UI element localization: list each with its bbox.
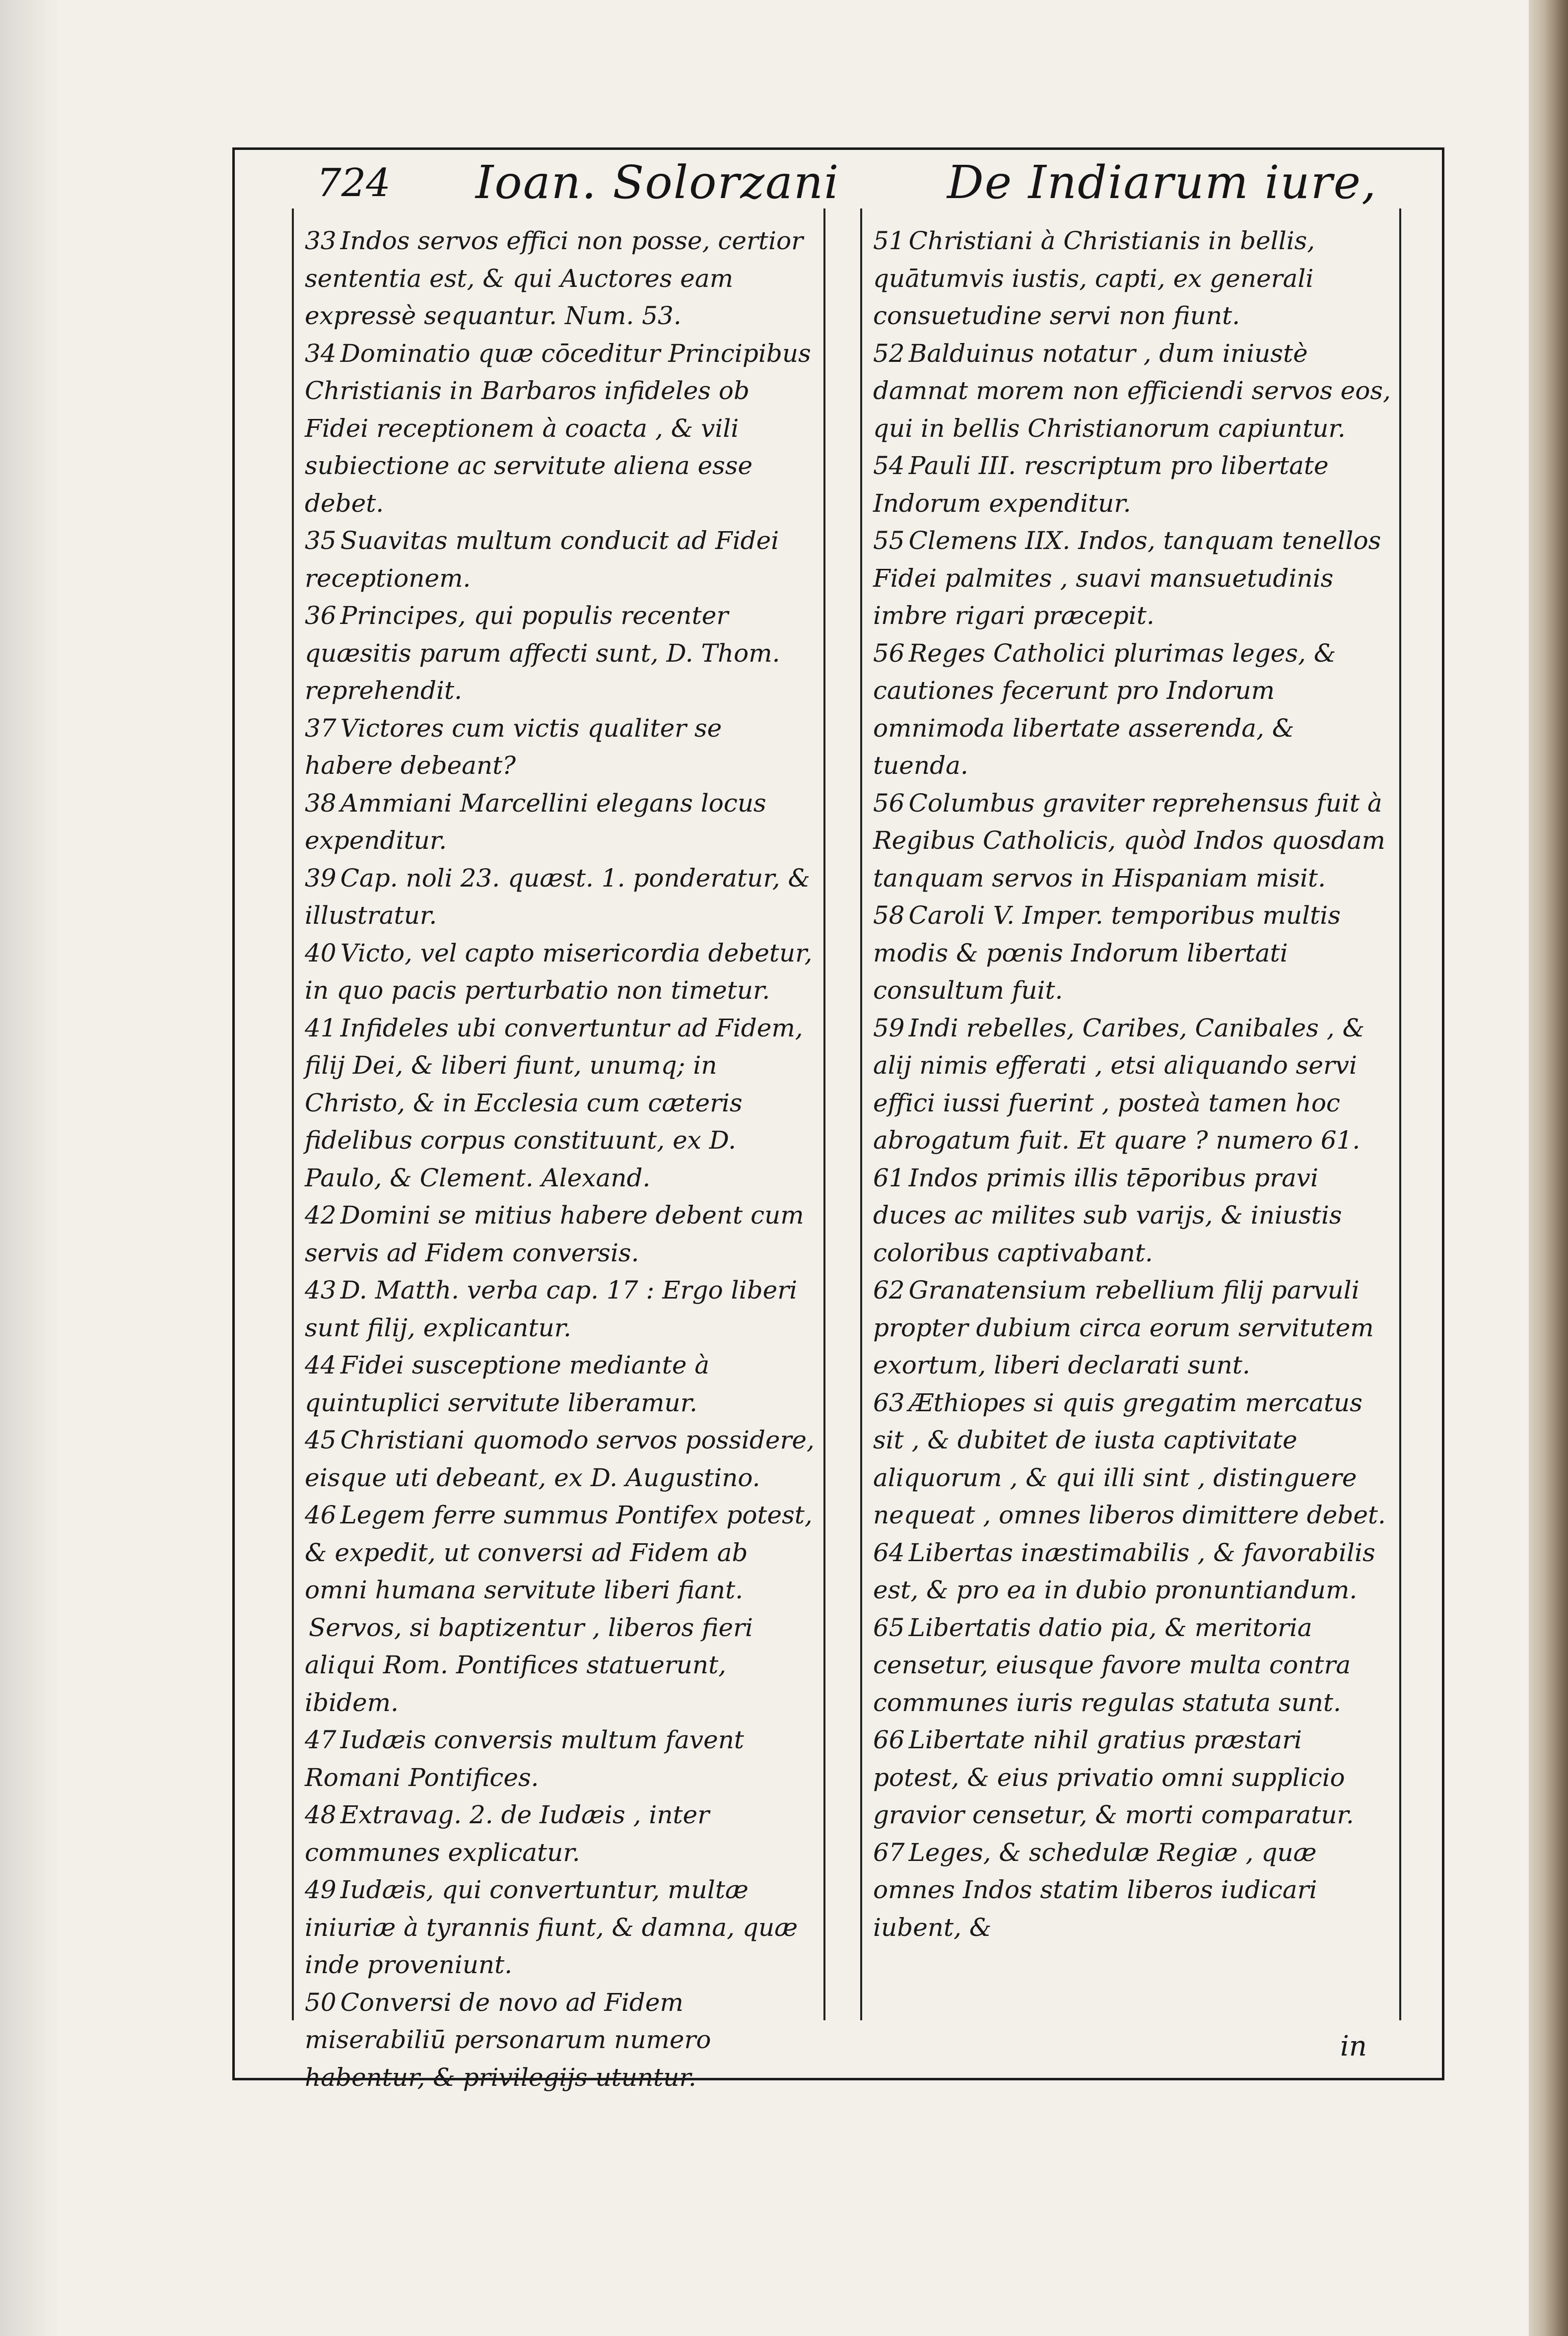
entry-text: Pauli III. rescriptum pro libertate Indorum expenditur. (873, 451, 1329, 518)
index-entry (873, 635, 1391, 785)
entry-text: Victo, vel capto misericordia debetur, in quo pacis perturbatio non timetur. (305, 938, 813, 1005)
entry-number: 64 (873, 1538, 905, 1567)
index-entry (873, 522, 1391, 635)
index-entry (305, 597, 816, 710)
index-entry (305, 1347, 816, 1422)
index-entry (305, 935, 816, 1010)
entry-text: Clemens IIX. Indos, tanquam tenellos Fidei palmites , suavi mansuetudinis imbre rigari præcepit. (873, 526, 1381, 630)
entry-text: Conversi de novo ad Fidem miserabiliū personarum numero habentur, & privilegijs utuntur. (305, 1988, 711, 2092)
entry-text: Libertas inæstimabilis , & favorabilis est, & pro ea in dubio pronuntiandum. (873, 1538, 1375, 1604)
index-entry (873, 335, 1391, 448)
entry-text: Infideles ubi convertuntur ad Fidem, filij Dei, & liberi fiunt, unumq; in Christo, & in Ecclesia cum cæteris fidelibus corpus constituunt, ex D. Paulo, & Clement. Alexand. (305, 1013, 803, 1192)
index-entry (873, 897, 1391, 1010)
entry-number: 58 (873, 901, 905, 930)
catchword: in (1340, 2030, 1367, 2062)
entry-text: D. Matth. verba cap. 17 : Ergo liberi sunt filij, explicantur. (305, 1276, 798, 1342)
entry-number: 49 (305, 1875, 337, 1904)
entry-number: 34 (305, 339, 337, 368)
index-entry (873, 1160, 1391, 1272)
index-entry (305, 222, 816, 335)
entry-text: Libertate nihil gratius præstari potest, & eius privatio omni supplicio gravior censetur, & morti comparatur. (873, 1725, 1354, 1829)
entry-number: 56 (873, 788, 905, 818)
entry-text: Dominatio quæ cōceditur Principibus Christianis in Barbaros infideles ob Fidei receptionem à coacta , & vili subiectione ac servitute aliena esse debet. (305, 339, 811, 518)
entry-number: 40 (305, 938, 337, 967)
entry-number: 56 (873, 638, 905, 668)
entry-number: 44 (305, 1351, 337, 1379)
index-entry (305, 1871, 816, 1984)
index-entry (305, 1422, 816, 1497)
entry-number: 62 (873, 1276, 905, 1305)
index-entry (873, 1384, 1391, 1534)
entry-text: Indos primis illis tēporibus pravi duces ac milites sub varijs, & iniustis coloribus captivabant. (873, 1163, 1342, 1267)
entry-text: Legem ferre summus Pontifex potest, & expedit, ut conversi ad Fidem ab omni humana servitute liberi fiant. (305, 1501, 813, 1604)
left-column (292, 208, 825, 2092)
entry-number: 65 (873, 1613, 905, 1642)
entry-text: Extravag. 2. de Iudæis , inter communes explicatur. (305, 1800, 710, 1867)
entry-text: Libertatis datio pia, & meritoria censetur, eiusque favore multa contra communes iuris regulas statuta sunt. (873, 1613, 1351, 1717)
index-entry (873, 447, 1391, 522)
index-entry (873, 1534, 1391, 1609)
running-title: De Indiarum iure, (947, 156, 1377, 209)
entry-number: 41 (305, 1013, 337, 1042)
index-entry (873, 1834, 1391, 1947)
entry-text: Iudæis, qui convertuntur, multæ iniuriæ à tyrannis fiunt, & damna, quæ inde proveniunt. (305, 1875, 798, 1979)
entry-number: 52 (873, 339, 905, 368)
entry-text: Ammiani Marcellini elegans locus expenditur. (305, 788, 766, 855)
index-entry (305, 1010, 816, 1197)
page-number: 724 (317, 161, 391, 206)
gutter-shadow (0, 0, 60, 2336)
entry-number: 66 (873, 1725, 905, 1754)
entry-number: 55 (873, 526, 905, 555)
entry-number: 50 (305, 1988, 337, 2017)
entry-number: 54 (873, 451, 905, 480)
index-entry (873, 1609, 1391, 1722)
entry-text: Christiani à Christianis in bellis, quātumvis iustis, capti, ex generali consuetudine servi non fiunt. (873, 226, 1315, 330)
entry-number: 61 (873, 1163, 905, 1192)
entry-number: 39 (305, 863, 337, 893)
entry-number: 46 (305, 1501, 337, 1529)
entry-text: Indi rebelles, Caribes, Canibales , & alij nimis efferati , etsi aliquando servi effici iussi fuerint , posteà tamen hoc abrogatum fuit. Et quare ? numero 61. (873, 1013, 1365, 1155)
entry-text: Balduinus notatur , dum iniustè damnat morem non efficiendi servos eos, qui in bellis Christianorum capiuntur. (873, 339, 1391, 443)
entry-text: Columbus graviter reprehensus fuit à Regibus Catholicis, quòd Indos quosdam tanquam servos in Hispaniam misit. (873, 788, 1385, 893)
entry-text: Caroli V. Imper. temporibus multis modis & pœnis Indorum libertati consultum fuit. (873, 901, 1341, 1005)
index-entry (305, 1197, 816, 1272)
entry-number: 63 (873, 1388, 905, 1417)
entry-number: 36 (305, 601, 337, 630)
index-entry (873, 222, 1391, 335)
entry-number: 38 (305, 788, 337, 818)
index-entry (305, 1272, 816, 1347)
entry-text: Granatensium rebellium filij parvuli propter dubium circa eorum servitutem exortum, liberi declarati sunt. (873, 1276, 1374, 1379)
entry-number: 51 (873, 226, 905, 255)
entry-text: Principes, qui populis recenter quæsitis parum affecti sunt, D. Thom. reprehendit. (305, 601, 780, 705)
entry-number: 35 (305, 526, 337, 555)
entry-text: Servos, si baptizentur , liberos fieri aliqui Rom. Pontifices statuerunt, ibidem. (305, 1613, 753, 1717)
entry-text: Suavitas multum conducit ad Fidei receptionem. (305, 526, 779, 593)
entry-text: Iudæis conversis multum favent Romani Pontifices. (305, 1725, 745, 1792)
index-entry (873, 1010, 1391, 1160)
entry-number: 42 (305, 1201, 337, 1230)
entry-text: Victores cum victis qualiter se habere debeant? (305, 713, 722, 780)
page-edge (1529, 0, 1568, 2336)
entry-number: 47 (305, 1725, 337, 1754)
index-entry (873, 785, 1391, 897)
index-entry (305, 1497, 816, 1609)
entry-text: Christiani quomodo servos possidere, eisque uti debeant, ex D. Augustino. (305, 1426, 815, 1492)
entry-text: Domini se mitius habere debent cum servis ad Fidem conversis. (305, 1201, 804, 1267)
index-entry (305, 710, 816, 785)
entry-text: Leges, & schedulæ Regiæ , quæ omnes Indos statim liberos iudicari iubent, & (873, 1838, 1317, 1942)
running-header (242, 156, 1433, 209)
entry-number: 48 (305, 1800, 337, 1829)
running-author: Ioan. Solorzani (476, 156, 840, 209)
index-entry (305, 1984, 816, 2097)
index-entry (305, 522, 816, 597)
entry-number: 45 (305, 1426, 337, 1454)
index-entry (305, 335, 816, 523)
entry-number: 59 (873, 1013, 905, 1042)
right-column (860, 208, 1401, 2020)
entry-text: Æthiopes si quis gregatim mercatus sit , & dubitet de iusta captivitate aliquorum , & qui illi sint , distinguere nequeat , omnes liberos dimittere debet. (873, 1388, 1386, 1529)
entry-text: Reges Catholici plurimas leges, & cautiones fecerunt pro Indorum omnimoda libertate asserenda, & tuenda. (873, 638, 1336, 780)
index-entry (305, 1796, 816, 1871)
index-entry (873, 1721, 1391, 1834)
index-entry (305, 785, 816, 860)
entry-number: 43 (305, 1276, 337, 1305)
entry-number: 37 (305, 713, 337, 743)
entry-text: Indos servos effici non posse, certior sententia est, & qui Auctores eam expressè sequantur. Num. 53. (305, 226, 803, 330)
index-entry (305, 1721, 816, 1796)
entry-number: 67 (873, 1838, 905, 1867)
entry-number: 33 (305, 226, 337, 255)
index-entry (305, 860, 816, 935)
entry-text: Fidei susceptione mediante à quintuplici servitute liberamur. (305, 1351, 710, 1417)
index-entry (873, 1272, 1391, 1384)
index-entry (305, 1609, 816, 1722)
entry-text: Cap. noli 23. quæst. 1. ponderatur, & illustratur. (305, 863, 811, 930)
